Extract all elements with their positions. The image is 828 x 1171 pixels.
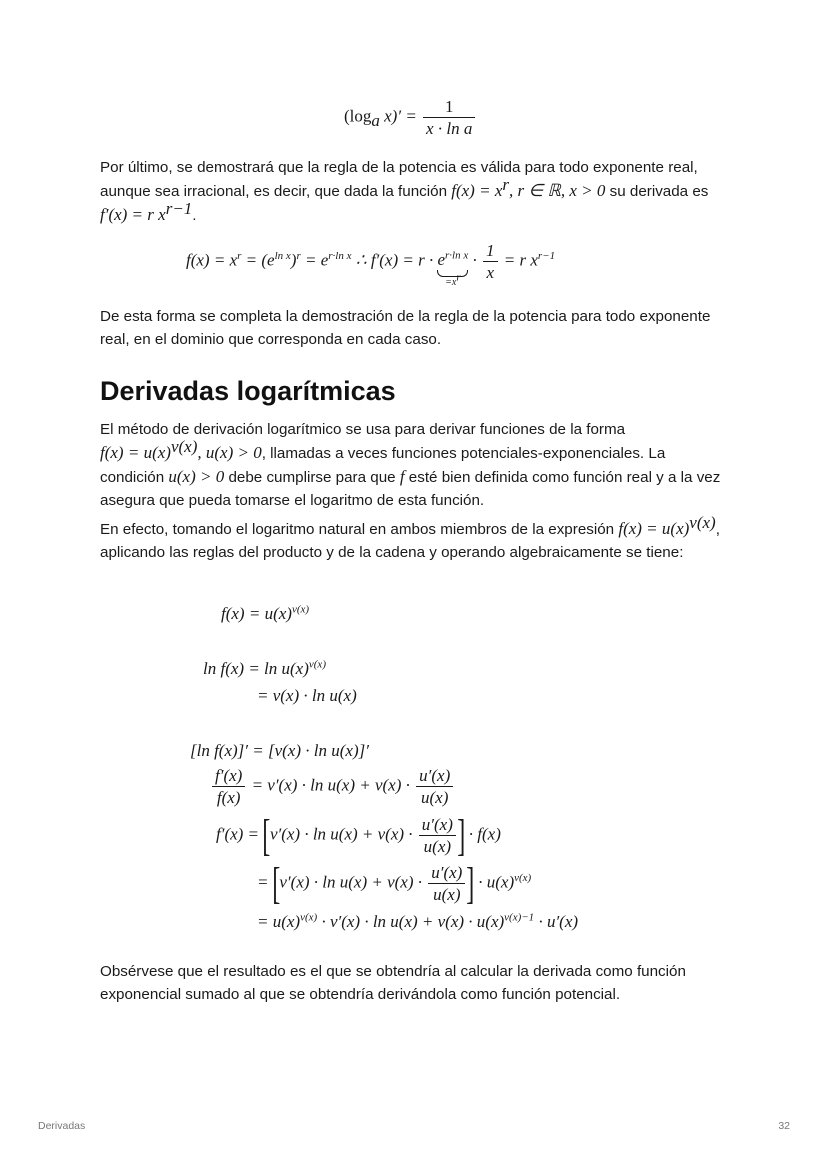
paragraph-power-rule-conclusion: De esta forma se completa la demostración de la regla de la potencia para todo exponente real, en el dominio que corresponda en cada caso. — [100, 308, 711, 348]
equation-log-derivative: ($\log_a$ x)′ = $\frac{1}{\text{x · ln a}}$ — [344, 96, 477, 139]
paragraph-observation: Obsérvese que el resultado es el que se obtendría al calcular la derivada como función exponencial sumado al que se obtendría derivándola como función potencial. — [100, 963, 686, 1003]
derivation-step-1: $f(x) = u(x)^{v(x)}$ — [221, 603, 310, 623]
derivation-step-5: $\frac{f'(x)}{f(x)}$ = v′(x) · ln u(x) + v(x) · $\frac{u'(x)}{u(x)}$ — [210, 765, 455, 808]
derivation-step-3: = v(x) · ln u(x) — [257, 686, 357, 705]
derivation-step-7: = [v′(x) · ln u(x) + v(x) · $\frac{u'(x)}{u(x)}$ ] · $u(x)^{v(x)}$ — [257, 858, 532, 908]
derivation-step-8: = $u(x)^{v(x)} \cdot v'(x) \cdot \ln u(x) + v(x) \cdot u(x)^{v(x)-1} \cdot u'(x)$ — [257, 911, 579, 931]
underbrace: $e^{r\cdot ln x}$ $=x^r$ — [437, 249, 469, 289]
paragraph-natural-log: En efecto, tomando el logaritmo natural en ambos miembros de la expresión $f(x) = u(x)^{v(x)}$, aplicando las reglas del producto y de la cadena y operando algebraicamente se tiene: — [100, 512, 720, 561]
derivation-step-4: [ln f(x)]′ = [v(x) · ln u(x)]′ — [190, 741, 369, 760]
section-heading: Derivadas logarítmicas — [100, 376, 396, 406]
footer-title: Derivadas — [38, 1120, 86, 1132]
derivation-step-6: f′(x) = [v′(x) · ln u(x) + v(x) · $\frac{u'(x)}{u(x)}$ ] · f(x) — [216, 810, 501, 860]
derivation-step-2: $\ln f(x) = \ln u(x)^{v(x)}$ — [203, 658, 326, 678]
paragraph-log-method: El método de derivación logarítmico se usa para derivar funciones de la forma $f(x) = u(x)^{v(x)}$, u(x) > 0, llamadas a veces funciones potenciales-exponenciales. La condición u(x) > 0 debe cumplirse para que f esté bien definida como función real y a la vez asegura que pueda tomarse el logaritmo de esta función. — [100, 421, 721, 509]
equation-power-rule: $f(x) = x^r = (e^{ln x})^r = e^{r\cdot ln x}$ ∴ $f'(x) = r \cdot e^{r\cdot ln x}$ $=x^r$ · $\frac{1}{x}$ = r $x^{r-1}$ — [186, 241, 556, 289]
page-number: 32 — [778, 1120, 790, 1132]
paragraph-power-rule-intro: Por último, se demostrará que la regla de la potencia es válida para todo exponente real, aunque sea irracional, es decir, que dada la función $f(x) = x^r$, r ∈ ℝ, x > 0 su derivada es f′(x) = r $x^{r-1}$. — [100, 159, 709, 224]
